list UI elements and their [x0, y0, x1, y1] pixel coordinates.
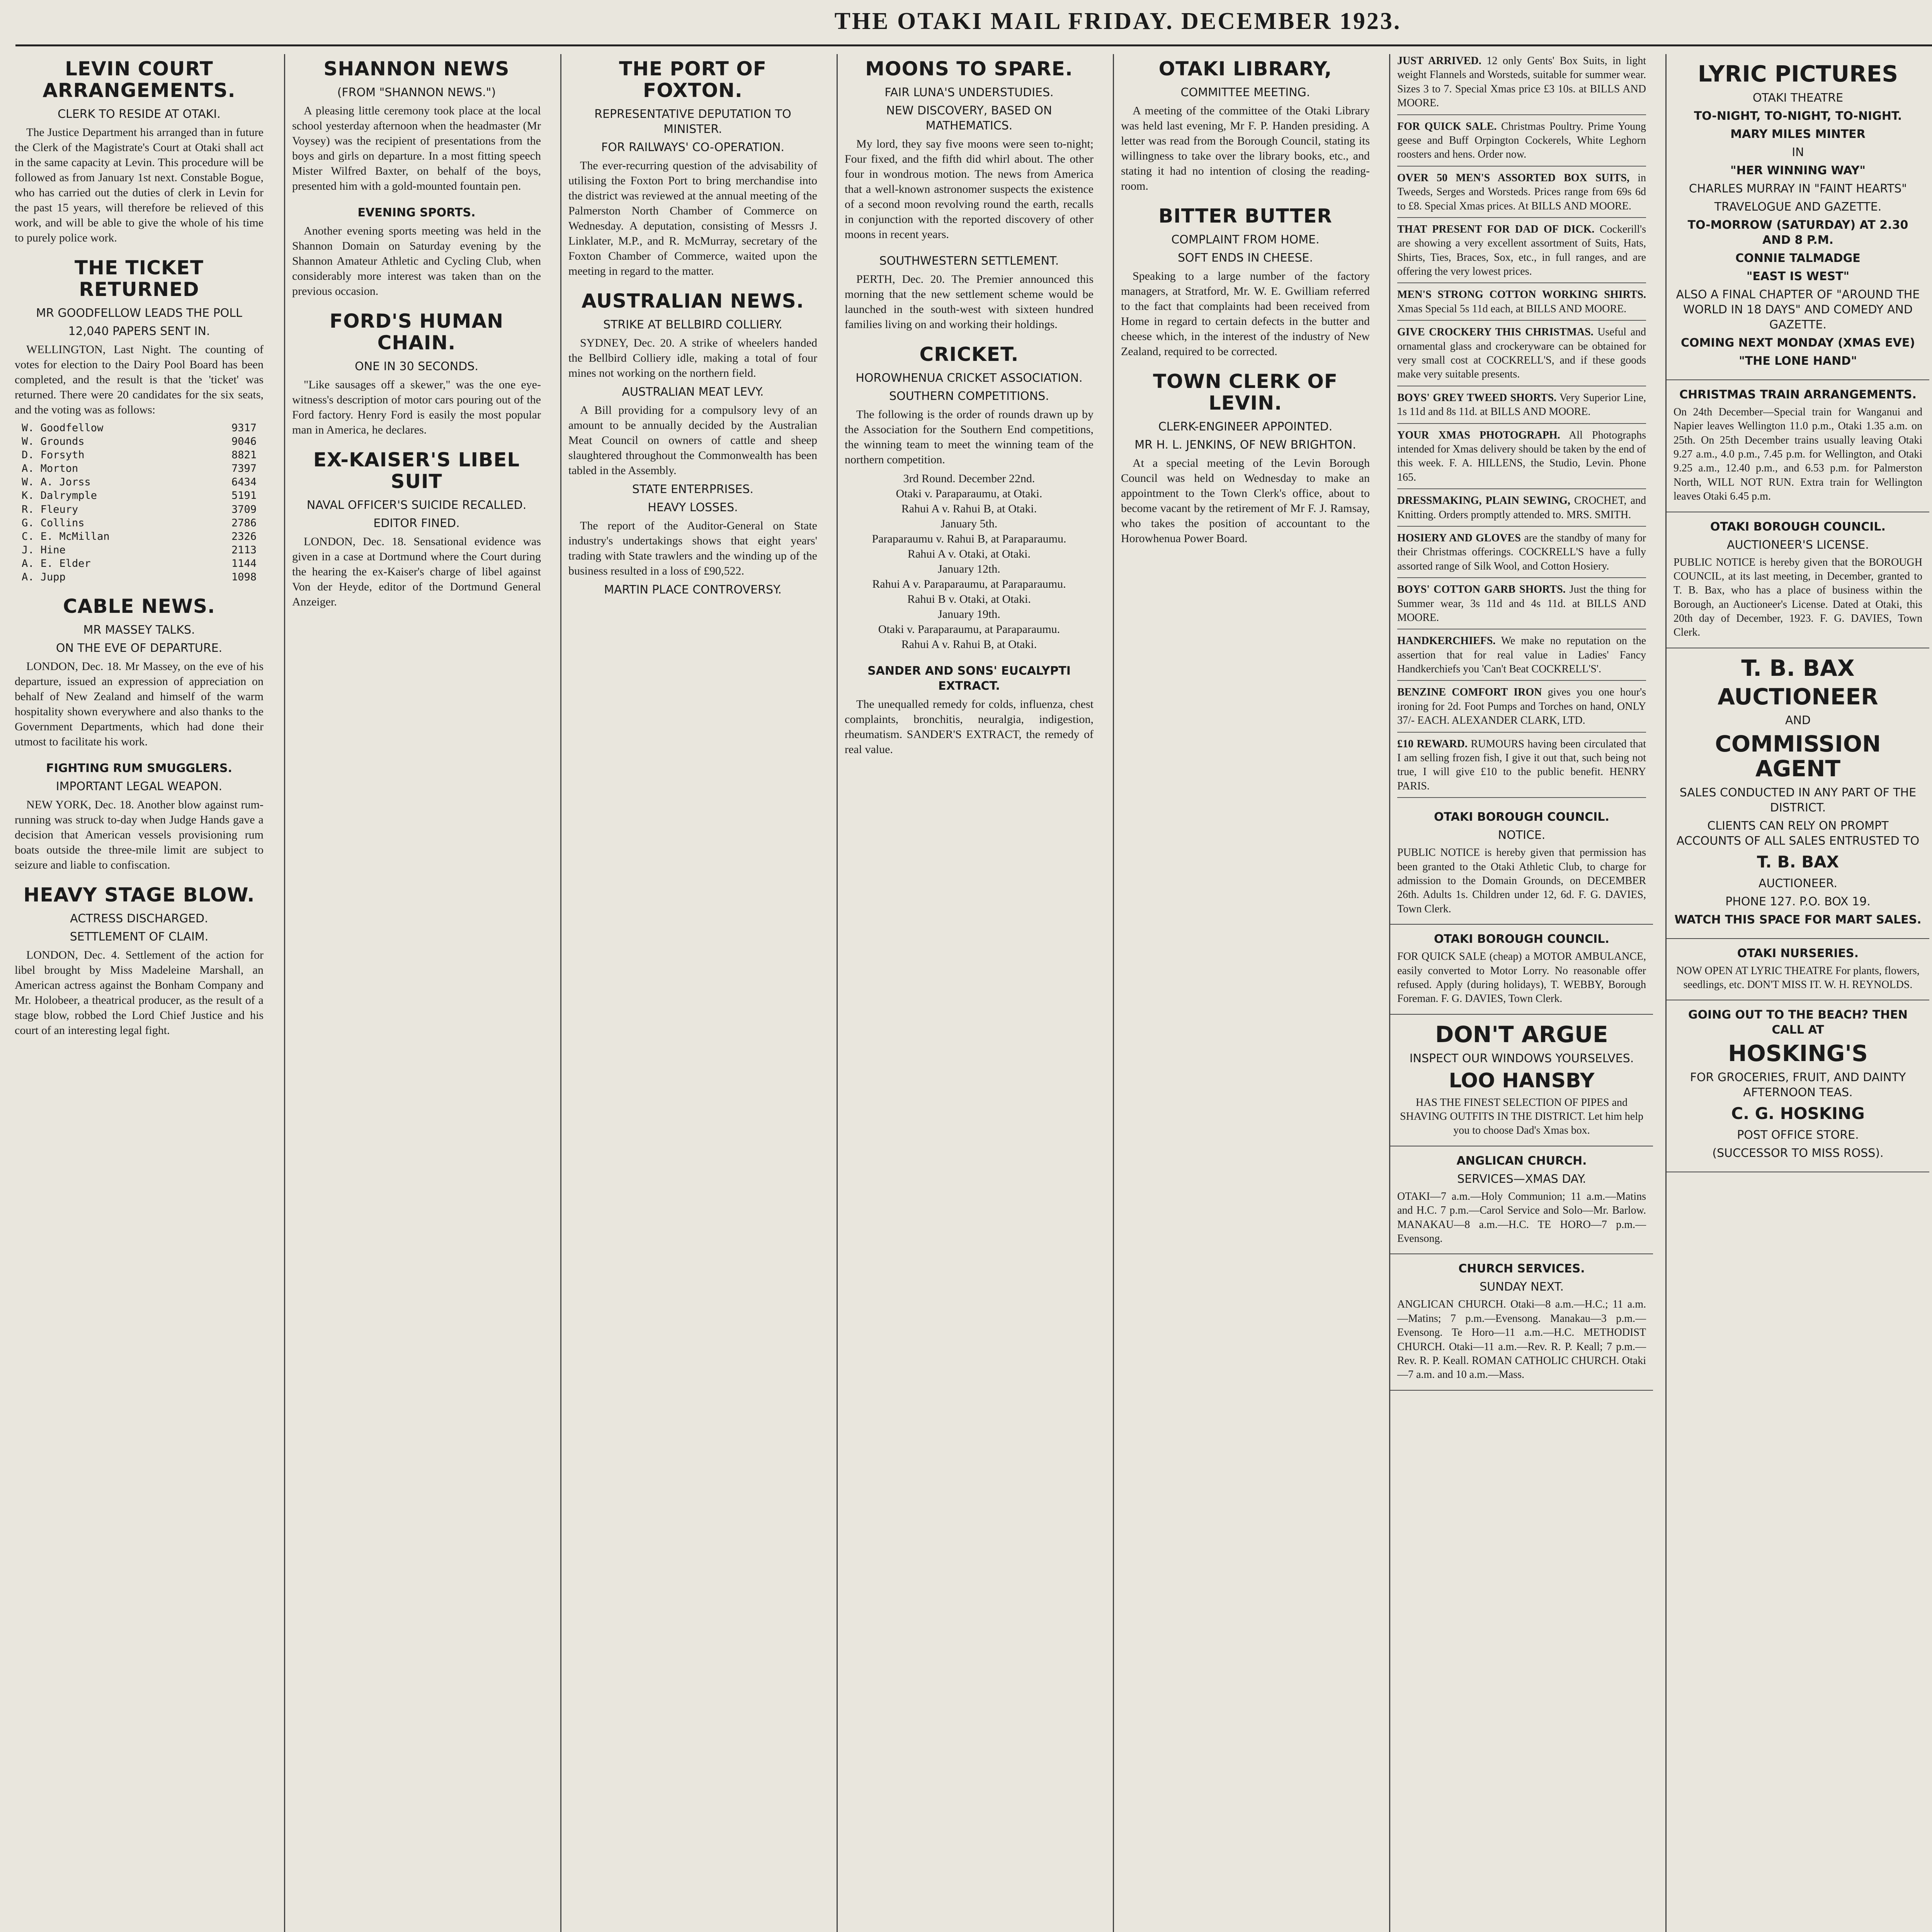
ad-line: FOR GROCERIES, FRUIT, AND DAINTY AFTERNOON TEAS. — [1690, 1071, 1906, 1100]
advert-tb-bax — [1667, 648, 1929, 939]
subheading: MARTIN PLACE CONTROVERSY. — [604, 583, 782, 597]
article-rum-smugglers — [15, 761, 264, 872]
notice-body: OTAKI—7 a.m.—Holy Communion; 11 a.m.—Matins and H.C. 7 p.m.—Carol Service and Solo—Mr. Barlow. MANAKAU—8 a.m.—H.C. TE HORO—7 p.m.—Evensong. — [1397, 1190, 1646, 1245]
subheading: STATE ENTERPRISES. — [632, 483, 753, 496]
classified-ad: BOYS' COTTON GARB SHORTS. Just the thing for Summer wear, 3s 11d and 4s 11d. at BILLS AND MOORE. — [1397, 583, 1646, 629]
subheading: COMMITTEE MEETING. — [1180, 86, 1310, 99]
vote-row: J. Hine 2113 — [22, 544, 257, 556]
masthead-rule — [15, 44, 1932, 46]
vote-row: A. Jupp 1098 — [22, 571, 257, 583]
article-body: The ever-recurring question of the advisability of utilising the Foxton Port to bring merchandise into the district was reviewed at the annual meeting of the Palmerston North Chamber of Commerce on Wednesday. A deputation, consisting of Messrs J. Linklater, M.P., and R. McMurray, secretary of the Foxton Chamber of Commerce, waited upon the meeting in regard to the matter. — [568, 159, 817, 277]
vote-row: W. Grounds 9046 — [22, 435, 257, 448]
ad-film: "THE LONE HAND" — [1739, 354, 1857, 368]
article-body: LONDON, Dec. 18. Sensational evidence was given in a case at Dortmund where the Court during the hearing the ex-Kaiser's charge of libel against Von der Heyde, editor of the Dortmund General Anzeiger. — [292, 535, 541, 608]
ad-title: LYRIC PICTURES — [1697, 61, 1898, 87]
fixture: Otaki v. Paraparaumu, at Paraparaumu. — [878, 623, 1060, 636]
ad-title: COMMISSION AGENT — [1715, 731, 1881, 782]
article-body: WELLINGTON, Last Night. The counting of votes for election to the Dairy Pool Board has been completed, and the result is that the 'ticket' was returned. There were 20 candidates for the six seats, and the voting was as follows: — [15, 343, 264, 416]
ad-line: AUCTIONEER. — [1759, 876, 1837, 890]
headline: THE TICKET RETURNED — [75, 257, 204, 301]
ad-star: CONNIE TALMADGE — [1735, 251, 1861, 265]
ad-sub: INSPECT OUR WINDOWS YOURSELVES. — [1409, 1051, 1634, 1065]
article-port-foxton — [568, 58, 817, 279]
fixture: 3rd Round. December 22nd. — [903, 472, 1035, 485]
notice-title: ANGLICAN CHURCH. — [1456, 1154, 1587, 1168]
vote-row: K. Dalrymple 5191 — [22, 490, 257, 502]
article-ticket-returned — [15, 257, 264, 584]
subheading: CLERK TO RESIDE AT OTAKI. — [58, 107, 221, 121]
subheading: SETTLEMENT OF CLAIM. — [70, 930, 209, 944]
headline: FORD'S HUMAN CHAIN. — [329, 310, 504, 354]
notice-title: CHURCH SERVICES. — [1458, 1262, 1585, 1276]
notice-borough-council — [1390, 803, 1653, 925]
headline: AUSTRALIAN NEWS. — [582, 290, 804, 312]
notice-body: On 24th December—Special train for Wanganui and Napier leaves Wellington 11.0 p.m., Otaki 1.35 a.m. on 25th. On 25th December trains usually leaving Otaki 9.27 a.m., 4.0 p.m., 7.45 p.m. for Wellington, and Otaki 9.25 a.m., 12.40 p.m., and 6.53 p.m. for Palmerston North, WILL NOT RUN. Extra train for Wellington leaves Otaki 6.45 p.m. — [1673, 406, 1922, 503]
classified-ad: OVER 50 MEN'S ASSORTED BOX SUITS, in Tweeds, Serges and Worsteds. Prices range from 69s 6d to £8. Special Xmas prices. At BILLS AND MOORE. — [1397, 171, 1646, 218]
classified-ad: THAT PRESENT FOR DAD OF DICK. Cockerill's are showing a very excellent assortment of Suits, Hats, Shirts, Ties, Braces, Sox, etc., in full ranges, and are offering the very lowest prices. — [1397, 223, 1646, 284]
advert-nurseries — [1667, 939, 1929, 1001]
article-body: Another evening sports meeting was held in the Shannon Domain on Saturday evening by the Shannon Amateur Athletic and Cycling Club, when considerably more interest was taken than on the previous occasion. — [292, 224, 541, 298]
fixture: Rahui A v. Otaki, at Otaki. — [907, 548, 1031, 560]
ad-line: WATCH THIS SPACE FOR MART SALES. — [1674, 913, 1922, 927]
classified-ad: £10 REWARD. RUMOURS having been circulated that I am selling frozen fish, I give it out that, such being not true, I will give £10 to the public benefit. HENRY PARIS. — [1397, 737, 1646, 798]
notice-sub: SUNDAY NEXT. — [1480, 1280, 1564, 1294]
subheading: FAIR LUNA'S UNDERSTUDIES. — [884, 86, 1054, 99]
article-bitter-butter — [1121, 205, 1370, 359]
classified-ad: HOSIERY AND GLOVES are the standby of many for their Christmas offerings. COCKRELL'S have a fully assorted range of Silk Wool, and Cotton Hosiery. — [1397, 531, 1646, 578]
ad-line: TRAVELOGUE AND GAZETTE. — [1714, 200, 1882, 214]
article-body: The unequalled remedy for colds, influenza, chest complaints, bronchitis, neuralgia, indigestion, rheumatism. SANDER'S EXTRACT, the remedy of real value. — [845, 698, 1094, 756]
ad-sub: TO-NIGHT, TO-NIGHT, TO-NIGHT. — [1694, 109, 1902, 123]
article-moons-to-spare — [845, 58, 1094, 242]
article-levin-court — [15, 58, 264, 245]
classified-ad: BENZINE COMFORT IRON gives you one hour's ironing for 2d. Foot Pumps and Torches on hand, ONLY 37/- EACH. ALEXANDER CLARK, LTD. — [1397, 685, 1646, 732]
article-evening-sports — [292, 205, 541, 299]
ad-line: TO-MORROW (SATURDAY) AT 2.30 AND 8 P.M. — [1687, 218, 1908, 247]
column-4 — [837, 54, 1100, 1932]
classified-ad: DRESSMAKING, PLAIN SEWING, CROCHET, and Knitting. Orders promptly attended to. MRS. SMITH. — [1397, 494, 1646, 527]
notice-auctioneer-license — [1667, 512, 1929, 648]
notice-anglican-xmas — [1390, 1146, 1653, 1255]
headline: LEVIN COURT ARRANGEMENTS. — [43, 58, 236, 102]
column-5 — [1113, 54, 1377, 1932]
vote-row: C. E. McMillan 2326 — [22, 530, 257, 543]
subheading: COMPLAINT FROM HOME. — [1171, 233, 1320, 247]
subheading: HEAVY LOSSES. — [648, 501, 738, 514]
fixture: Rahui A v. Paraparaumu, at Paraparaumu. — [872, 578, 1066, 590]
column-1 — [8, 54, 270, 1932]
subheading: SOUTHERN COMPETITIONS. — [889, 389, 1049, 403]
ad-film: "EAST IS WEST" — [1746, 269, 1850, 283]
vote-list — [15, 421, 264, 584]
ad-title: AUCTIONEER — [1718, 683, 1878, 710]
vote-row: A. Morton 7397 — [22, 463, 257, 475]
ad-line: COMING NEXT MONDAY (XMAS EVE) — [1680, 336, 1915, 350]
notice-ambulance — [1390, 925, 1653, 1015]
headline: BITTER BUTTER — [1158, 205, 1332, 227]
subheading: 12,040 PAPERS SENT IN. — [68, 325, 210, 338]
subheading: FOR RAILWAYS' CO-OPERATION. — [601, 141, 784, 154]
subheading: AUSTRALIAN MEAT LEVY. — [622, 385, 764, 399]
classified-ads — [1390, 54, 1653, 798]
notice-title: OTAKI BOROUGH COUNCIL. — [1434, 932, 1609, 946]
ad-film: "HER WINNING WAY" — [1730, 163, 1866, 177]
ad-body: NOW OPEN AT LYRIC THEATRE For plants, flowers, seedlings, etc. DON'T MISS IT. W. H. REYNOLDS. — [1676, 964, 1920, 991]
vote-row: R. Fleury 3709 — [22, 503, 257, 515]
ad-title: DON'T ARGUE — [1435, 1021, 1608, 1048]
subheading: STRIKE AT BELLBIRD COLLIERY. — [603, 318, 782, 332]
subheading: MR GOODFELLOW LEADS THE POLL — [36, 306, 242, 320]
fixture: January 19th. — [938, 608, 1000, 621]
article-body: The report of the Auditor-General on State industry's undertakings shows that eight years' trading with State trawlers and the winding up of the business resulted in a loss of £90,522. — [568, 519, 817, 577]
fixture: Rahui B v. Otaki, at Otaki. — [907, 593, 1031, 605]
ad-line: (SUCCESSOR TO MISS ROSS). — [1712, 1146, 1884, 1160]
article-kaiser-libel — [292, 449, 541, 609]
article-body: NEW YORK, Dec. 18. Another blow against rum-running was struck to-day when Judge Hands gave a decision that American vessels provisioning rum boats outside the three-mile limit are subject to seizure and liable to confiscation. — [15, 798, 264, 872]
headline: HEAVY STAGE BLOW. — [23, 884, 255, 906]
advert-hoskings — [1667, 1000, 1929, 1172]
column-6 — [1389, 54, 1653, 1932]
subheading: MR MASSEY TALKS. — [83, 623, 195, 637]
article-body: PERTH, Dec. 20. The Premier announced this morning that the new settlement scheme would be launched in the south-west with sixteen hundred families living on and working their holdings. — [845, 273, 1094, 331]
subheading: SANDER AND SONS' EUCALYPTI EXTRACT. — [867, 664, 1071, 693]
ad-name: LOO HANSBY — [1449, 1069, 1595, 1092]
notice-title: OTAKI BOROUGH COUNCIL. — [1434, 810, 1609, 824]
notice-body: ANGLICAN CHURCH. Otaki—8 a.m.—H.C.; 11 a.m.—Matins; 7 p.m.—Evensong. Manakau—3 p.m.—Evensong. Te Horo—11 a.m.—H.C. METHODIST CHURCH. Otaki—11 a.m.—Rev. R. P. Keall; 7 p.m.—Rev. R. P. Keall. ROMAN CATHOLIC CHURCH. Otaki—7 a.m. and 10 a.m.—Mass. — [1397, 1298, 1646, 1381]
fixture: January 5th. — [940, 517, 998, 530]
article-shannon-news — [292, 58, 541, 194]
vote-row: G. Collins 2786 — [22, 517, 257, 529]
fixture: Rahui A v. Rahui B, at Otaki. — [901, 638, 1037, 651]
notice-body: FOR QUICK SALE (cheap) a MOTOR AMBULANCE, easily converted to Motor Lorry. No reasonable offer refused. Apply (during holidays), T. WEBBY, Borough Foreman. F. G. DAVIES, Town Clerk. — [1397, 951, 1646, 1005]
subheading: IMPORTANT LEGAL WEAPON. — [56, 780, 223, 794]
column-7 — [1665, 54, 1929, 1932]
article-otaki-library — [1121, 58, 1370, 194]
subheading: (FROM "SHANNON NEWS.") — [337, 86, 496, 99]
ad-line: POST OFFICE STORE. — [1737, 1128, 1859, 1142]
subheading: ONE IN 30 SECONDS. — [355, 360, 478, 373]
article-body: SYDNEY, Dec. 20. A strike of wheelers handed the Bellbird Colliery idle, making a total of four mines not working on the northern field. — [568, 337, 817, 379]
article-body: LONDON, Dec. 18. Mr Massey, on the eve of his departure, issued an expression of appreciation on behalf of New Zealand and himself of the warm hospitality shown everywhere and also thanks to the Government Departments, which had done their utmost to facilitate his work. — [15, 660, 264, 748]
classified-ad: BOYS' GREY TWEED SHORTS. Very Superior Line, 1s 11d and 8s 11d. at BILLS AND MOORE. — [1397, 391, 1646, 424]
notice-body: PUBLIC NOTICE is hereby given that the BOROUGH COUNCIL, at its last meeting, in December, granted to T. B. Bax, who has a place of business within the Borough, an Auctioneer's License. Dated at Otaki, this 20th day of December, 1923. F. G. DAVIES, Town Clerk. — [1673, 556, 1922, 639]
ad-star: MARY MILES MINTER — [1730, 127, 1866, 141]
article-fords-human-chain — [292, 310, 541, 437]
headline: CABLE NEWS. — [63, 595, 216, 618]
ad-line: PHONE 127. P.O. BOX 19. — [1725, 895, 1871, 908]
article-cricket — [845, 344, 1094, 652]
vote-row: A. E. Elder 1144 — [22, 557, 257, 570]
advert-loo-hansby — [1390, 1015, 1653, 1146]
ad-name: T. B. BAX — [1741, 655, 1855, 681]
subheading: EVENING SPORTS. — [357, 206, 476, 219]
notice-sub: SERVICES—XMAS DAY. — [1457, 1172, 1586, 1186]
subheading: CLERK-ENGINEER APPOINTED. — [1158, 420, 1333, 434]
notice-title: OTAKI BOROUGH COUNCIL. — [1710, 520, 1886, 534]
ad-sub: OTAKI THEATRE — [1752, 91, 1844, 105]
ad-title: OTAKI NURSERIES. — [1737, 946, 1859, 960]
notice-title: CHRISTMAS TRAIN ARRANGEMENTS. — [1679, 388, 1917, 401]
article-stage-blow — [15, 884, 264, 1038]
notice-sub: NOTICE. — [1498, 828, 1546, 842]
article-body: "Like sausages off a skewer," was the one eye-witness's description of motor cars pouring out of the Ford factory. Henry Ford is easily the most popular man in America, he declares. — [292, 378, 541, 436]
classified-ad: MEN'S STRONG COTTON WORKING SHIRTS. Xmas Special 5s 11d each, at BILLS AND MOORE. — [1397, 288, 1646, 321]
classified-ad: JUST ARRIVED. 12 only Gents' Box Suits, in light weight Flannels and Worsteds, suitable for summer wear. Sizes 3 to 7. Special Xmas price £3 10s. at BILLS AND MOORE. — [1397, 54, 1646, 115]
column-3 — [560, 54, 824, 1932]
vote-row: W. Goodfellow 9317 — [22, 422, 257, 434]
headline: MOONS TO SPARE. — [865, 58, 1073, 80]
headline: CRICKET. — [919, 343, 1019, 366]
fixture: January 12th. — [938, 563, 1000, 575]
notice-church-services — [1390, 1254, 1653, 1390]
headline: THE PORT OF FOXTON. — [619, 58, 767, 102]
subheading: NAVAL OFFICER'S SUICIDE RECALLED. — [306, 498, 527, 512]
ad-name: T. B. BAX — [1757, 852, 1839, 872]
article-body: The Justice Department his arranged than in future the Clerk of the Magistrate's Court at Otaki shall act in the same capacity at Levin. This procedure will be followed as from January 1st next. Constable Bogue, who has carried out the duties of clerk in Levin for the past 15 years, will therefore be relieved of this work, and will be able to give the whole of his time to purely police work. — [15, 126, 264, 244]
subheading: ON THE EVE OF DEPARTURE. — [56, 641, 223, 655]
ad-name: HOSKING'S — [1728, 1040, 1868, 1067]
ad-body: HAS THE FINEST SELECTION OF PIPES and SHAVING OUTFITS IN THE DISTRICT. Let him help you to choose Dad's Xmas box. — [1400, 1096, 1643, 1137]
headline: EX-KAISER'S LIBEL SUIT — [313, 449, 520, 493]
article-body: The following is the order of rounds drawn up by the Association for the Southern End competitions, the winning team to meet the winning team of the northern competition. — [845, 408, 1094, 466]
ad-and: AND — [1785, 714, 1811, 728]
subheading: HOROWHENUA CRICKET ASSOCIATION. — [855, 371, 1083, 385]
headline: SHANNON NEWS — [323, 58, 510, 80]
subheading: SOFT ENDS IN CHEESE. — [1177, 251, 1313, 265]
article-body: At a special meeting of the Levin Borough Council was held on Wednesday to make an appointment to the Town Clerk's office, about to become vacant by the retirement of Mr F. J. Ramsay, who takes the position of accountant to the Horowhenua Power Board. — [1121, 457, 1370, 545]
column-2 — [284, 54, 548, 1932]
classified-ad: YOUR XMAS PHOTOGRAPH. All Photographs intended for Xmas delivery should be taken by the end of this week. F. A. HILLENS, the Studio, Levin. Phone 165. — [1397, 429, 1646, 490]
headline: OTAKI LIBRARY, — [1158, 58, 1332, 80]
subheading: SOUTHWESTERN SETTLEMENT. — [879, 254, 1059, 268]
advert-lyric-pictures — [1667, 54, 1929, 380]
article-body: LONDON, Dec. 4. Settlement of the action for libel brought by Miss Madeleine Marshall, an American actress against the Bonham Company and Mr. Holobeer, a theatrical producer, as the result of a stage blow, robbed the Lord Chief Justice and his court of an interesting legal fight. — [15, 949, 264, 1037]
classified-ad: GIVE CROCKERY THIS CHRISTMAS. Useful and ornamental glass and crockeryware can be obtained for very small cost at COCKRELL'S, and if these goods make very suitable presents. — [1397, 325, 1646, 386]
article-town-clerk-levin — [1121, 371, 1370, 546]
article-body: My lord, they say five moons were seen to-night; Four fixed, and the fifth did whirl about. The other four in wondrous motion. The news from America that a well-known astronomer suspects the existence of a second moon revolving round the earth, recalls in conjunction with the reported discovery of other moons in recent years. — [845, 138, 1094, 241]
article-australian-news — [568, 290, 817, 597]
classified-ad: FOR QUICK SALE. Christmas Poultry. Prime Young geese and Buff Orpington Cockerels, White Leghorn roosters and hens. Order now. — [1397, 120, 1646, 167]
article-cable-news — [15, 595, 264, 749]
ad-name: C. G. HOSKING — [1731, 1104, 1865, 1123]
ad-line: ALSO A FINAL CHAPTER OF "AROUND THE WORLD IN 18 DAYS" AND COMEDY AND GAZETTE. — [1676, 287, 1920, 332]
vote-row: D. Forsyth 8821 — [22, 449, 257, 461]
fixture: Rahui A v. Rahui B, at Otaki. — [901, 502, 1037, 515]
ad-line: GOING OUT TO THE BEACH? THEN CALL AT — [1688, 1008, 1908, 1037]
fixture-list — [845, 471, 1094, 652]
subheading: NEW DISCOVERY, BASED ON MATHEMATICS. — [886, 104, 1052, 133]
article-body: A Bill providing for a compulsory levy of an amount to be annually decided by the Australian Meat Council on owners of cattle and sheep slaughtered throughout the Commonwealth has been tabled in the Assembly. — [568, 404, 817, 477]
advert-eucalypti — [845, 663, 1094, 757]
classified-ad: HANDKERCHIEFS. We make no reputation on the assertion that for real value in Ladies' Fancy Handkerchiefs you 'Can't Beat COCKRELL'S'. — [1397, 634, 1646, 681]
article-body: A pleasing little ceremony took place at the local school yesterday afternoon when the headmaster (Mr Voysey) was the recipient of presentations from the boys and girls on departure. In a most fitting speech Mister Wilfred Baxter, on behalf of the boys, presented him with a gold-mounted fountain pen. — [292, 104, 541, 192]
subheading: ACTRESS DISCHARGED. — [70, 912, 208, 926]
ad-film: CHARLES MURRAY IN "FAINT HEARTS" — [1689, 182, 1907, 196]
vote-row: W. A. Jorss 6434 — [22, 476, 257, 488]
subheading: MR H. L. JENKINS, OF NEW BRIGHTON. — [1134, 438, 1356, 452]
ad-line: SALES CONDUCTED IN ANY PART OF THE DISTRICT. — [1679, 786, 1917, 815]
subheading: EDITOR FINED. — [373, 517, 460, 530]
notice-christmas-trains — [1667, 380, 1929, 512]
headline: TOWN CLERK OF LEVIN. — [1153, 370, 1338, 414]
subheading: REPRESENTATIVE DEPUTATION TO MINISTER. — [594, 107, 791, 136]
article-body: A meeting of the committee of the Otaki Library was held last evening, Mr F. P. Handen presiding. A letter was read from the Borough Council, stating its willingness to take over the library books, etc., and stating it had no intention of closing the reading-room. — [1121, 104, 1370, 192]
fixture: Otaki v. Paraparaumu, at Otaki. — [896, 487, 1043, 500]
article-southwestern-settlement — [845, 253, 1094, 332]
article-body: Speaking to a large number of the factory managers, at Stratford, Mr. W. E. Gwilliam referred to the fact that complaints had been received from Home in regard to certain defects in the butter and cheese which, in the interest of the industry of New Zealand, required to be corrected. — [1121, 270, 1370, 358]
ad-in: IN — [1792, 145, 1804, 159]
notice-body: PUBLIC NOTICE is hereby given that permission has been granted to the Otaki Athletic Club, to charge for admission to the Domain Grounds, on DECEMBER 26th. Adults 1s. Children under 12, 6d. F. G. DAVIES, Town Clerk. — [1397, 847, 1646, 915]
fixture: Paraparaumu v. Rahui B, at Paraparaumu. — [872, 532, 1066, 545]
masthead: THE OTAKI MAIL FRIDAY. DECEMBER 1923. — [834, 8, 1401, 34]
ad-line: CLIENTS CAN RELY ON PROMPT ACCOUNTS OF ALL SALES ENTRUSTED TO — [1676, 819, 1920, 848]
notice-sub: AUCTIONEER'S LICENSE. — [1727, 538, 1869, 552]
subheading: FIGHTING RUM SMUGGLERS. — [46, 762, 232, 776]
